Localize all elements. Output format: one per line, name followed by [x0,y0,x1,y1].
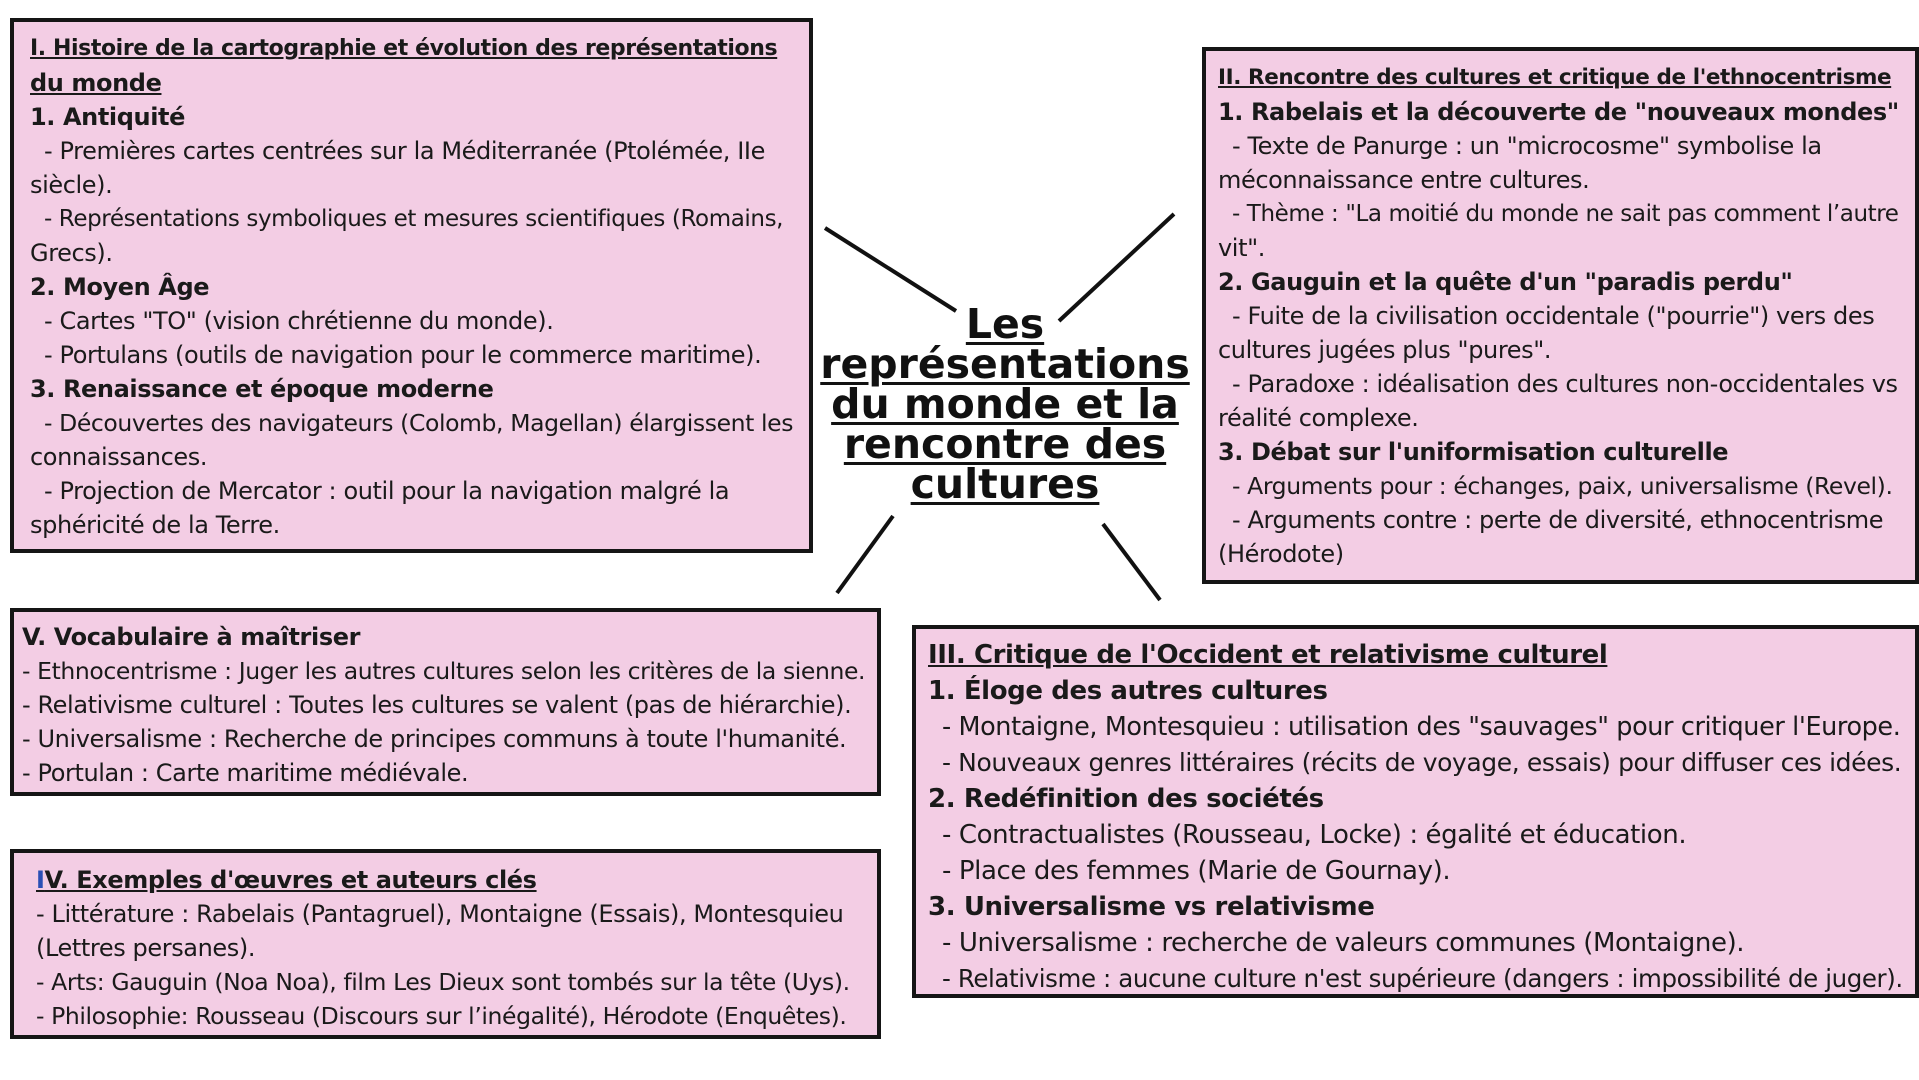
central-title-line: du monde et la [831,380,1179,428]
section-3-item: - Universalisme : recherche de valeurs communes (Montaigne). [942,928,1745,958]
central-title [820,300,1190,508]
section-5-title: V. Vocabulaire à maîtriser [22,623,361,651]
section-2-item: cultures jugées plus "pures". [1218,336,1552,364]
section-1-sub-2: 2. Moyen Âge [30,273,210,301]
section-1-item: - Premières cartes centrées sur la Méditerranée (Ptolémée, IIe [44,137,765,165]
section-2-item: - Arguments pour : échanges, paix, universalisme (Revel). [1232,472,1893,500]
section-5-item: - Relativisme culturel : Toutes les cultures se valent (pas de hiérarchie). [22,691,852,719]
section-4-box [10,849,881,1039]
section-1-title: I. Histoire de la cartographie et évolution des représentations [30,36,778,61]
section-2-item: - Paradoxe : idéalisation des cultures non-occidentales vs [1232,370,1898,398]
section-3-item: - Contractualistes (Rousseau, Locke) : égalité et éducation. [942,820,1687,850]
section-5-box [10,608,881,796]
section-1-title-cont: du monde [30,69,162,97]
section-4-item: (Lettres persanes). [36,934,256,962]
section-2-item: méconnaissance entre cultures. [1218,166,1590,194]
section-5-item: - Portulan : Carte maritime médiévale. [22,759,469,787]
section-2-item: vit". [1218,234,1265,262]
section-3-item: - Place des femmes (Marie de Gournay). [942,856,1451,886]
section-1-item: - Projection de Mercator : outil pour la navigation malgré la [44,477,730,505]
section-4-item: - Littérature : Rabelais (Pantagruel), Montaigne (Essais), Montesquieu [36,900,844,928]
section-3-sub-2: 2. Redéfinition des sociétés [928,784,1324,814]
section-4-title-first: I [36,866,45,894]
section-5-item: - Ethnocentrisme : Juger les autres cultures selon les critères de la sienne. [22,657,866,685]
section-2-item: (Hérodote) [1218,540,1344,568]
central-title-line: Les [965,300,1045,348]
section-3-item: - Montaigne, Montesquieu : utilisation des "sauvages" pour critiquer l'Europe. [942,712,1901,742]
connector-section3 [1103,524,1160,600]
section-1-item: siècle). [30,171,113,199]
section-2-box [1202,47,1919,584]
section-1-item: - Cartes "TO" (vision chrétienne du monde). [44,307,554,335]
central-title-line: représentations [820,340,1190,388]
section-2-item: - Texte de Panurge : un "microcosme" symbolise la [1232,132,1822,160]
section-4-title [36,863,855,897]
section-3-box [912,625,1919,998]
section-1-box [10,18,813,553]
section-1-sub-1: 1. Antiquité [30,103,185,131]
section-1-item: sphéricité de la Terre. [30,511,280,539]
section-2-sub-1: 1. Rabelais et la découverte de "nouveaux mondes" [1218,98,1899,126]
section-4-item: - Philosophie: Rousseau (Discours sur l’inégalité), Hérodote (Enquêtes). [36,1002,847,1030]
section-2-item: - Arguments contre : perte de diversité, ethnocentrisme [1232,506,1884,534]
central-title-line: cultures [910,460,1100,508]
section-3-item: - Nouveaux genres littéraires (récits de voyage, essais) pour diffuser ces idées. [942,748,1902,777]
section-4-item: - Arts: Gauguin (Noa Noa), film Les Dieux sont tombés sur la tête (Uys). [36,968,850,996]
section-1-item: - Représentations symboliques et mesures scientifiques (Romains, [44,206,784,232]
connector-section5 [837,516,893,593]
section-2-sub-3: 3. Débat sur l'uniformisation culturelle [1218,438,1729,466]
connector-section1 [825,228,956,311]
section-2-title: II. Rencontre des cultures et critique de l'ethnocentrisme [1218,65,1892,90]
section-2-item: réalité complexe. [1218,404,1419,432]
section-3-item: - Relativisme : aucune culture n'est supérieure (dangers : impossibilité de juger). [942,964,1903,993]
central-title-line: rencontre des [843,420,1167,468]
section-5-item: - Universalisme : Recherche de principes communs à toute l'humanité. [22,725,847,753]
section-3-sub-1: 1. Éloge des autres cultures [928,676,1328,706]
section-1-item: Grecs). [30,239,113,267]
section-3-sub-3: 3. Universalisme vs relativisme [928,892,1375,922]
section-3-title: III. Critique de l'Occident et relativisme culturel [928,640,1608,670]
section-4-title-rest: V. Exemples d'œuvres et auteurs clés [44,866,537,894]
section-1-item: - Découvertes des navigateurs (Colomb, Magellan) élargissent les [44,409,794,437]
section-2-item: - Thème : "La moitié du monde ne sait pas comment l’autre [1232,201,1899,227]
section-2-sub-2: 2. Gauguin et la quête d'un "paradis perdu" [1218,268,1793,296]
section-1-item: - Portulans (outils de navigation pour le commerce maritime). [44,341,762,369]
section-1-sub-3: 3. Renaissance et époque moderne [30,375,494,403]
section-2-item: - Fuite de la civilisation occidentale ("pourrie") vers des [1232,302,1875,330]
section-1-item: connaissances. [30,443,208,471]
